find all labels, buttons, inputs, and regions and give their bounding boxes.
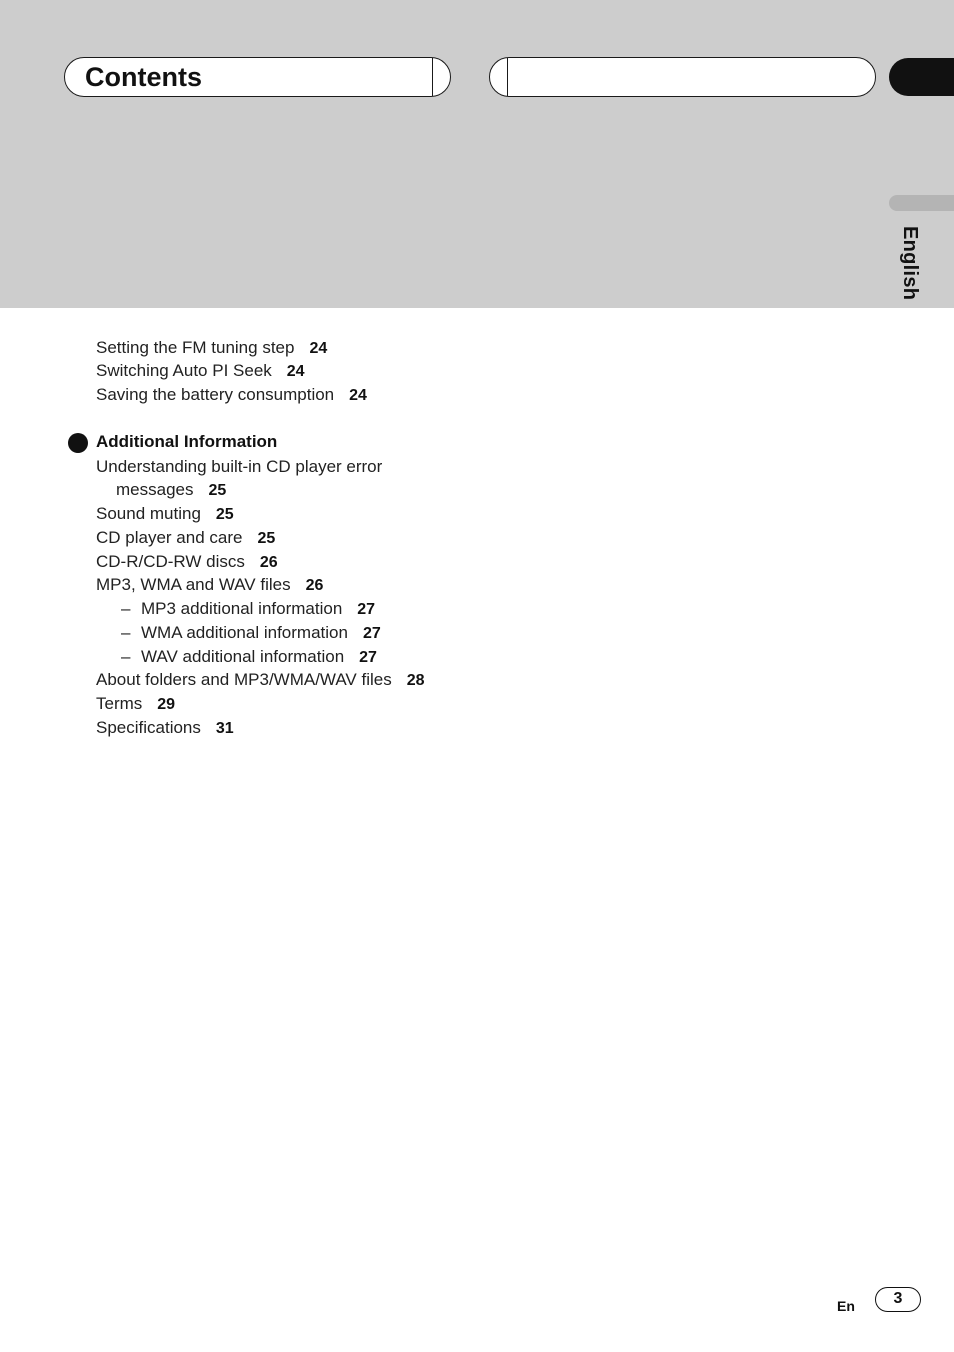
toc-entry-page: 24 xyxy=(286,363,305,380)
footer-language-code: En xyxy=(837,1298,855,1314)
toc-entry[interactable] xyxy=(96,527,275,550)
language-tab-label: English xyxy=(899,226,921,301)
toc-entry-title: CD-R/CD-RW discs xyxy=(96,552,245,571)
toc-entry-page: 26 xyxy=(259,554,278,571)
toc-entry-page: 29 xyxy=(157,696,176,713)
toc-subentry[interactable] xyxy=(121,622,381,645)
toc-entry-continuation[interactable] xyxy=(116,479,226,502)
toc-entry[interactable] xyxy=(96,337,327,360)
language-tab-bar xyxy=(889,195,954,211)
toc-subentry[interactable] xyxy=(121,598,375,621)
title-pill-divider xyxy=(432,58,433,96)
toc-entry-title: CD player and care xyxy=(96,528,243,547)
toc-entry-title: MP3 additional information xyxy=(141,599,343,618)
toc-entry-page: 26 xyxy=(305,577,324,594)
toc-entry-title: Terms xyxy=(96,694,143,713)
toc-subentry[interactable] xyxy=(121,646,377,669)
toc-entry-page: 25 xyxy=(208,482,227,499)
toc-entry-title: Understanding built-in CD player error xyxy=(96,457,383,476)
toc-entry-title: WAV additional information xyxy=(141,647,345,666)
empty-pill-divider xyxy=(507,58,508,96)
toc-entry-title: WMA additional information xyxy=(141,623,348,642)
toc-entry[interactable] xyxy=(96,503,234,526)
toc-entry-page: 28 xyxy=(406,672,425,689)
section-heading[interactable]: Additional Information xyxy=(96,432,278,451)
toc-entry-title: Setting the FM tuning step xyxy=(96,338,295,357)
toc-entry-title: About folders and MP3/WMA/WAV files xyxy=(96,670,392,689)
toc-entry-title: Switching Auto PI Seek xyxy=(96,361,272,380)
toc-entry-page: 25 xyxy=(257,530,276,547)
page-number: 3 xyxy=(875,1287,921,1312)
toc-entry-title: Saving the battery consumption xyxy=(96,385,335,404)
toc-entry[interactable] xyxy=(96,551,278,574)
toc-entry-page: 27 xyxy=(359,649,377,666)
toc-entry-page: 25 xyxy=(215,506,234,523)
section-bullet-icon xyxy=(68,433,88,453)
toc-entry[interactable] xyxy=(96,669,425,692)
toc-entry[interactable] xyxy=(96,693,175,716)
toc-entry-title: Sound muting xyxy=(96,504,201,523)
dash-marker: – xyxy=(121,623,131,642)
toc-entry[interactable] xyxy=(96,456,382,478)
toc-entry-page: 24 xyxy=(309,340,328,357)
toc-entry[interactable] xyxy=(96,360,305,383)
toc-entry[interactable] xyxy=(96,574,323,597)
toc-entry-page: 27 xyxy=(357,601,376,618)
toc-entry-title: messages xyxy=(116,480,194,499)
toc-entry-title: MP3, WMA and WAV files xyxy=(96,575,291,594)
toc-entry-page: 27 xyxy=(362,625,381,642)
dash-marker: – xyxy=(121,647,131,666)
page-title: Contents xyxy=(85,62,202,92)
header-band xyxy=(0,0,954,308)
toc-entry[interactable] xyxy=(96,717,234,740)
toc-entry-page: 31 xyxy=(215,720,234,737)
dash-marker: – xyxy=(121,599,131,618)
toc-entry[interactable] xyxy=(96,384,367,407)
toc-entry-title: Specifications xyxy=(96,718,201,737)
empty-header-pill xyxy=(489,57,876,97)
toc-entry-page: 24 xyxy=(349,387,367,404)
title-pill xyxy=(64,57,451,97)
chapter-tab xyxy=(889,58,954,96)
